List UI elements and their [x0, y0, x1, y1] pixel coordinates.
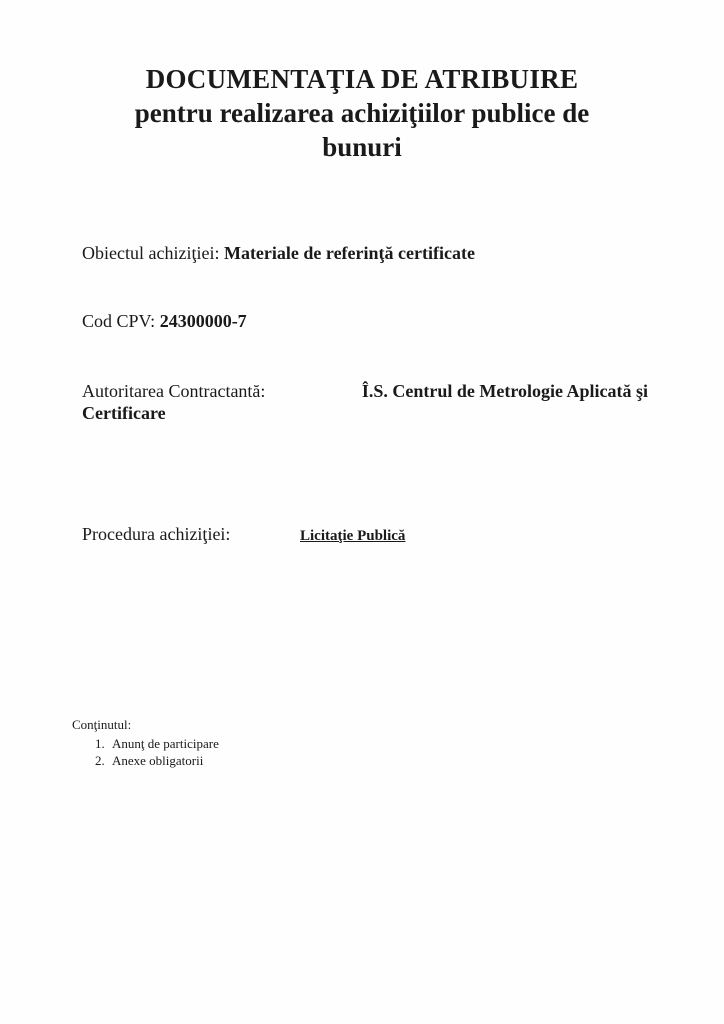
- procedura-value: Licitaţie Publică: [300, 528, 406, 544]
- field-procedura: [82, 523, 406, 545]
- autoritate-value-line-1: Î.S. Centrul de Metrologie Aplicată şi: [361, 381, 648, 401]
- obiect-value: Materiale de referinţă certificate: [223, 243, 475, 263]
- procedura-label: Procedura achiziţiei:: [82, 524, 231, 544]
- title-line-2: pentru realizarea achiziţiilor publice de: [134, 98, 590, 128]
- field-autoritate: [82, 380, 648, 424]
- list-item: 1. Anunţ de participare: [108, 735, 219, 752]
- title-line-3: bunuri: [322, 132, 402, 162]
- field-cpv: [82, 310, 247, 332]
- autoritate-label: Autoritarea Contractantă:: [82, 381, 266, 401]
- contents-list: [72, 735, 219, 769]
- autoritate-value-line-2: Certificare: [82, 403, 166, 423]
- cpv-value: 24300000-7: [159, 311, 247, 331]
- field-obiect: [82, 242, 475, 264]
- contents-heading: Conţinutul:: [72, 717, 132, 732]
- cpv-label: Cod CPV:: [82, 311, 156, 331]
- obiect-label: Obiectul achiziţiei:: [82, 243, 220, 263]
- contents-section: [72, 716, 219, 769]
- title-line-1: DOCUMENTAŢIA DE ATRIBUIRE: [145, 64, 579, 94]
- list-item: 2. Anexe obligatorii: [108, 752, 219, 769]
- autoritate-line-1: [82, 380, 648, 402]
- document-title: [0, 62, 724, 164]
